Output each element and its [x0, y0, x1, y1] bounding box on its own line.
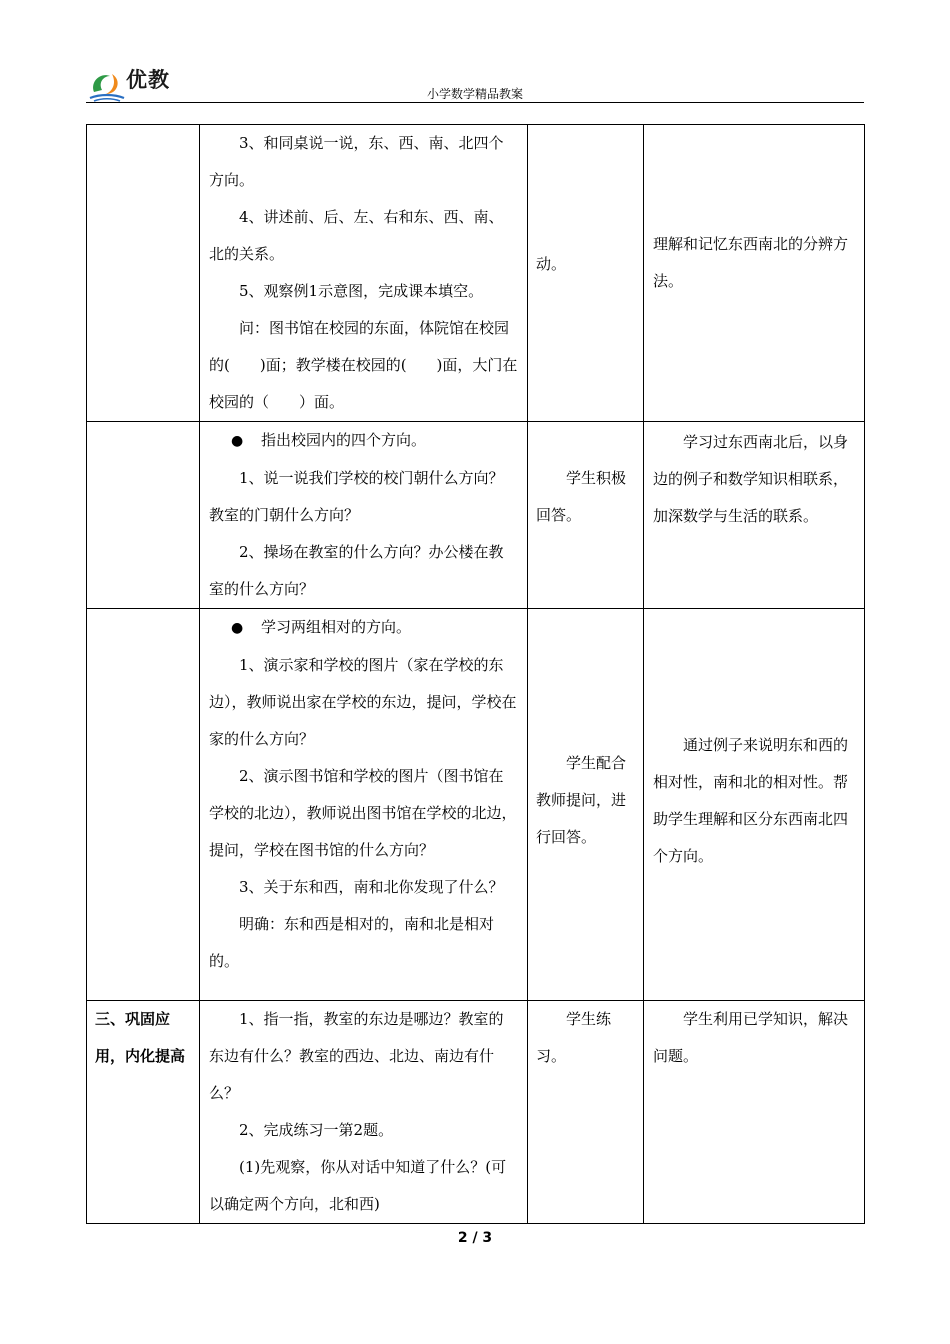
content-line: (1)先观察，你从对话中知道了什么？(可以确定两个方向，北和西) [209, 1158, 507, 1213]
table-row [87, 1001, 865, 1224]
header-title: 小学数学精品教案 [426, 87, 523, 101]
page-number: 2 / 3 [457, 1230, 493, 1246]
content-line: 1、说一说我们学校的校门朝什么方向？教室的门朝什么方向？ [209, 469, 504, 524]
intent-cell [644, 422, 865, 609]
content-line: 2、完成练习一第2题。 [239, 1121, 394, 1139]
lesson-plan-table [86, 124, 865, 1224]
content-line: 3、和同桌说一说，东、西、南、北四个方向。 [209, 134, 504, 189]
content-line: 明确：东和西是相对的，南和北是相对的。 [209, 915, 495, 970]
stage-cell [87, 125, 200, 422]
stage-cell [87, 609, 200, 1001]
stage-cell: 三、巩固应用，内化提高 [87, 1001, 200, 1224]
content-line: 问：图书馆在校园的东面，体院馆在校园的( )面；教学楼在校园的( )面，大门在校园的（ ）面。 [209, 319, 518, 411]
content-cell [200, 1001, 528, 1224]
content-cell [200, 125, 528, 422]
activity-text: 学生练习。 [536, 1010, 612, 1065]
content-line: 1、演示家和学校的图片（家在学校的东边），教师说出家在学校的东边，提问，学校在家的什么方向？ [209, 656, 517, 748]
table-row [87, 125, 865, 422]
intent-text: 学习过东西南北后，以身边的例子和数学知识相联系，加深数学与生活的联系。 [653, 433, 849, 525]
activity-cell [528, 125, 644, 422]
logo-text: 优教 [126, 68, 170, 92]
bullet-heading: ● 学习两组相对的方向。 [209, 609, 518, 647]
content-cell [200, 422, 528, 609]
activity-cell [528, 1001, 644, 1224]
intent-cell [644, 1001, 865, 1224]
bullet-dot-icon: ● [231, 620, 244, 636]
intent-cell [644, 125, 865, 422]
intent-text: 学生利用已学知识，解决问题。 [653, 1010, 849, 1065]
header-divider [86, 102, 864, 103]
intent-text: 理解和记忆东西南北的分辨方法。 [653, 235, 849, 290]
activity-text: 学生配合教师提问，进行回答。 [536, 754, 627, 846]
activity-cell [528, 609, 644, 1001]
activity-cell [528, 422, 644, 609]
stage-cell [87, 422, 200, 609]
content-line: 5、观察例1示意图，完成课本填空。 [239, 282, 484, 300]
bullet-dot-icon: ● [231, 433, 244, 449]
activity-text: 学生积极回答。 [536, 469, 627, 524]
table-row [87, 609, 865, 1001]
page-header [86, 60, 864, 106]
activity-text: 动。 [536, 255, 567, 273]
content-line: 1、指一指，教室的东边是哪边？教室的东边有什么？教室的西边、北边、南边有什么？ [209, 1010, 504, 1102]
table-row [87, 422, 865, 609]
content-cell [200, 609, 528, 1001]
bullet-heading: ● 指出校园内的四个方向。 [209, 422, 518, 460]
content-line: 2、操场在教室的什么方向？办公楼在教室的什么方向？ [209, 543, 504, 598]
intent-cell [644, 609, 865, 1001]
content-line: 3、关于东和西，南和北你发现了什么？ [239, 878, 504, 896]
content-line: 4、讲述前、后、左、右和东、西、南、北的关系。 [209, 208, 504, 263]
content-line: 2、演示图书馆和学校的图片（图书馆在学校的北边），教师说出图书馆在学校的北边，提问，学校在图书馆的什么方向？ [209, 767, 517, 859]
intent-text: 通过例子来说明东和西的相对性，南和北的相对性。帮助学生理解和区分东西南北四个方向。 [653, 736, 849, 865]
